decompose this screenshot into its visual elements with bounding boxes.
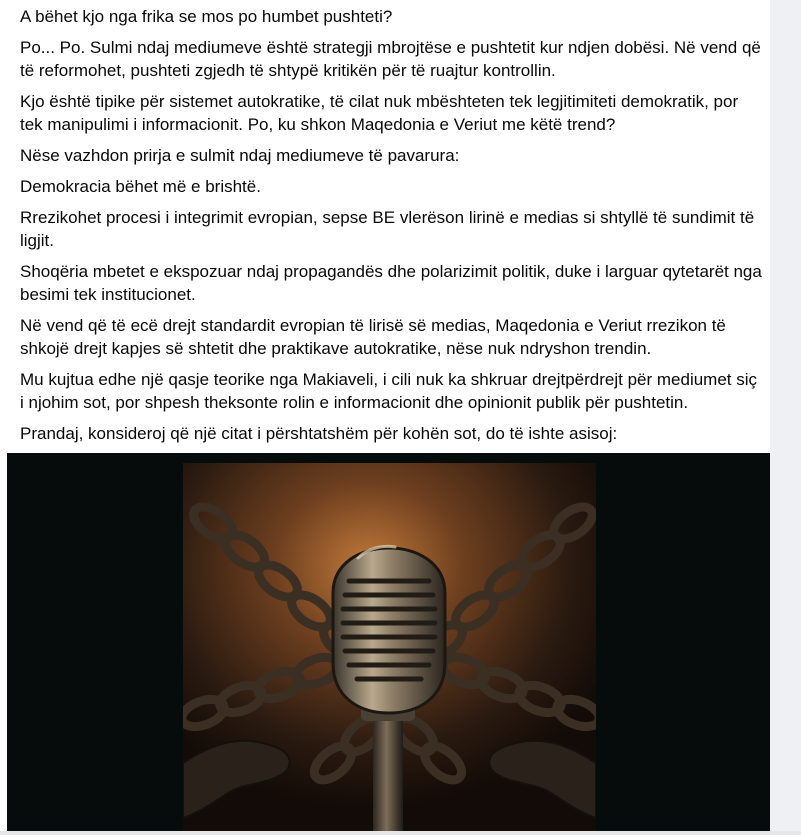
- mic-stem: [373, 718, 403, 835]
- post-paragraph: Në vend që të ecë drejt standardit evropian të lirisë së medias, Maqedonia e Veriut rrezikon të shkojë drejt kapjes së shtetit dhe praktikave autokratike, nëse nuk ndryshon trendin.: [20, 316, 726, 358]
- post-paragraph: Po... Po. Sulmi ndaj mediumeve është strategji mbrojtëse e pushtetit kur ndjen dobësi. Në vend që të reformohet, pushteti zgjedh të shtypë kritikën për të ruajtur kontrollin.: [20, 38, 761, 80]
- post-paragraph: Demokracia bëhet më e brishtë.: [20, 177, 261, 196]
- post-paragraph: Shoqëria mbetet e ekspozuar ndaj propagandës dhe polarizimit politik, duke i larguar qytetarët nga besimi tek institucionet.: [20, 262, 762, 304]
- post-paragraph: Prandaj, konsideroj që një citat i përshtatshëm për kohën sot, do të ishte asisoj:: [20, 424, 618, 443]
- post-text: [20, 5, 762, 453]
- post-paragraph: Nëse vazhdon prirja e sulmit ndaj mediumeve të pavarura:: [20, 146, 460, 165]
- bottom-divider: [0, 831, 801, 835]
- post-paragraph: Kjo është tipike për sistemet autokratike, të cilat nuk mbështeten tek legjitimiteti demokratik, por tek manipulimi i informacionit. Po, ku shkon Maqedonia e Veriut me këtë trend?: [20, 92, 739, 134]
- page-scrollbar-track[interactable]: [770, 0, 801, 835]
- mic-head: [333, 546, 445, 713]
- post-paragraph: Mu kujtua edhe një qasje teorike nga Makiaveli, i cili nuk ka shkruar drejtpërdrejt për mediumet siç i njohim sot, por shpesh theksonte rolin e informacionit dhe opinionit publik për pushtetin.: [20, 370, 758, 412]
- post-paragraph: Rrezikohet procesi i integrimit evropian, sepse BE vlerëson lirinë e medias si shtyllë të sundimit të ligjit.: [20, 208, 755, 250]
- post-image[interactable]: [7, 453, 770, 835]
- microphone-chains-illustration: [183, 463, 596, 835]
- post-paragraph: A bëhet kjo nga frika se mos po humbet pushteti?: [20, 7, 393, 26]
